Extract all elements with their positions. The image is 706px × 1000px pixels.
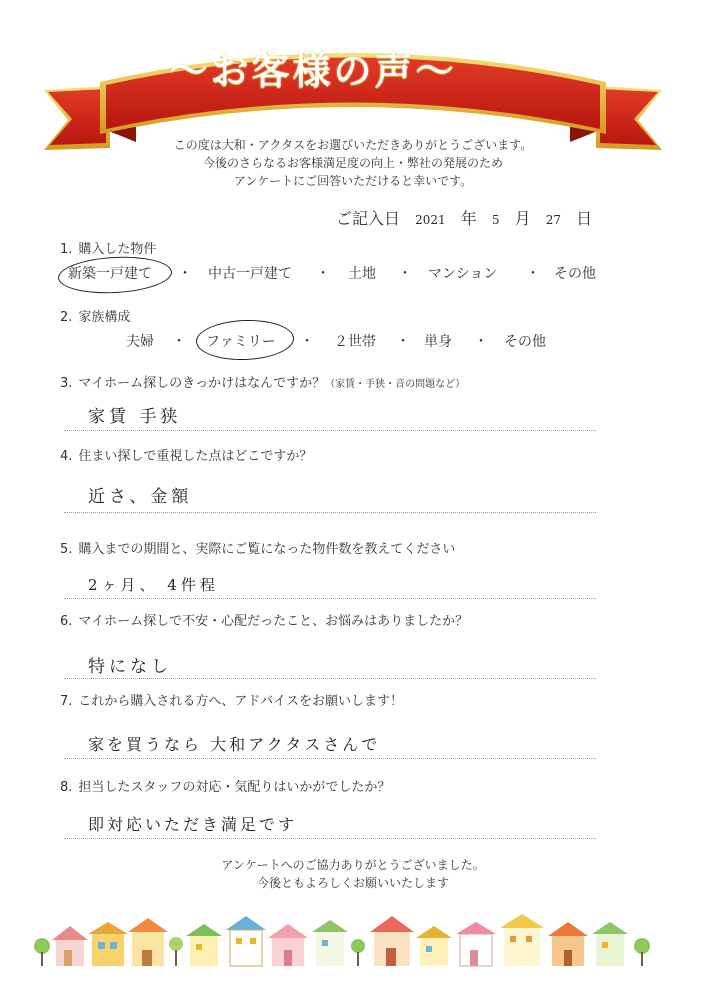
house-icon: [312, 920, 348, 966]
q1-separator: ・: [316, 266, 330, 282]
banner-title: 〜お客様の声〜: [169, 49, 457, 93]
question-3-text: マイホーム探しのきっかけはなんですか？: [78, 376, 326, 391]
q1-separator: ・: [398, 266, 412, 282]
houses-illustration: [30, 910, 670, 970]
question-8-number: 8.: [60, 780, 73, 795]
date-day-unit: 日: [576, 209, 593, 228]
house-icon: [186, 924, 222, 966]
house-icon: [88, 922, 128, 966]
question-4-number: 4.: [60, 449, 73, 464]
q2-option-two-generation[interactable]: ２世帯: [334, 334, 376, 350]
question-6-number: 6.: [60, 614, 73, 629]
answer-7: 家を買うなら 大和アクタスさんで: [88, 735, 381, 754]
tree-icon: [634, 938, 650, 966]
q2-separator: ・: [172, 334, 186, 350]
question-1: [60, 238, 156, 257]
q1-separator: ・: [526, 266, 540, 282]
answer-4: 近さ、金額: [88, 487, 193, 507]
footer-line-2: 今後ともよろしくお願いいたします: [256, 876, 449, 890]
q1-selection-circle: [57, 254, 173, 296]
q1-option-other[interactable]: その他: [554, 266, 596, 282]
footer-text: [0, 856, 706, 892]
q2-option-single[interactable]: 単身: [424, 334, 452, 350]
q2-separator: ・: [300, 334, 314, 350]
q1-option-new-house[interactable]: 新築一戸建て: [68, 266, 152, 282]
answer-4-line: [64, 512, 596, 513]
q2-option-couple[interactable]: 夫婦: [126, 334, 154, 350]
q1-option-mansion[interactable]: マンション: [428, 266, 498, 282]
question-7-text: これから購入される方へ、アドバイスをお願いします！: [78, 694, 404, 709]
answer-6: 特になし: [88, 657, 172, 677]
house-icon: [52, 926, 88, 966]
question-8: [60, 776, 390, 795]
question-4: [60, 445, 312, 464]
q1-separator: ・: [178, 266, 192, 282]
house-icon: [370, 916, 414, 966]
question-3-note: （家賃・手狭・音の問題など）: [325, 379, 466, 390]
question-2-options: [0, 331, 706, 355]
q2-option-other[interactable]: その他: [504, 334, 546, 350]
house-icon: [416, 926, 452, 966]
tree-icon: [169, 937, 183, 966]
question-5: [60, 538, 455, 557]
q2-selection-circle: [195, 318, 294, 361]
date-month: 5: [491, 213, 500, 227]
question-5-text: 購入までの期間と、実際にご覧になった物件数を教えてください: [78, 542, 456, 557]
question-7-number: 7.: [60, 694, 73, 709]
question-1-text: 購入した物件: [78, 242, 157, 257]
date-year: 2021: [415, 213, 446, 227]
intro-line-1: この度は大和・アクタスをお選びいただきありがとうございます。: [173, 138, 533, 152]
answer-3-line: [64, 430, 596, 431]
house-icon: [226, 916, 266, 966]
answer-7-line: [64, 758, 596, 759]
answer-8-line: [64, 838, 596, 839]
house-icon: [592, 922, 628, 966]
q1-option-land[interactable]: 土地: [348, 266, 376, 282]
q2-separator: ・: [396, 334, 410, 350]
house-icon: [548, 922, 588, 966]
house-icon: [268, 924, 308, 966]
question-3-number: 3.: [60, 376, 73, 391]
q2-option-family[interactable]: ファミリー: [206, 334, 276, 350]
answer-8: 即対応いただき満足です: [88, 815, 298, 834]
q2-separator: ・: [474, 334, 488, 350]
answer-5-line: [64, 598, 596, 599]
question-4-text: 住まい探しで重視した点はどこですか？: [78, 449, 313, 464]
question-1-number: 1.: [60, 242, 73, 257]
entry-date: [336, 206, 592, 229]
intro-text: [0, 136, 706, 190]
question-2: [60, 306, 130, 325]
house-icon: [128, 918, 168, 966]
question-3: [60, 372, 465, 391]
intro-line-2: 今後のさらなるお客様満足度の向上・弊社の発展のため: [202, 156, 503, 170]
question-2-number: 2.: [60, 310, 73, 325]
question-5-number: 5.: [60, 542, 73, 557]
question-8-text: 担当したスタッフの対応・気配りはいかがでしたか？: [78, 780, 391, 795]
question-7: [60, 690, 403, 709]
house-icon: [456, 922, 496, 966]
date-month-unit: 月: [514, 209, 531, 228]
question-6-text: マイホーム探しで不安・心配だったこと、お悩みはありましたか？: [78, 614, 469, 629]
date-day: 27: [545, 213, 561, 227]
question-6: [60, 610, 468, 629]
question-2-text: 家族構成: [78, 310, 131, 325]
answer-5: 2ヶ月、 4件程: [88, 576, 219, 594]
date-year-unit: 年: [460, 209, 477, 228]
footer-line-1: アンケートへのご協力ありがとうございました。: [221, 858, 485, 872]
date-label: ご記入日: [336, 209, 401, 228]
intro-line-3: アンケートにご回答いただけると幸いです。: [233, 174, 473, 188]
tree-icon: [34, 938, 50, 966]
answer-6-line: [64, 678, 596, 679]
q1-option-used-house[interactable]: 中古一戸建て: [208, 266, 292, 282]
answer-3: 家賃 手狭: [88, 407, 182, 427]
tree-icon: [351, 939, 365, 966]
house-icon: [500, 914, 544, 966]
